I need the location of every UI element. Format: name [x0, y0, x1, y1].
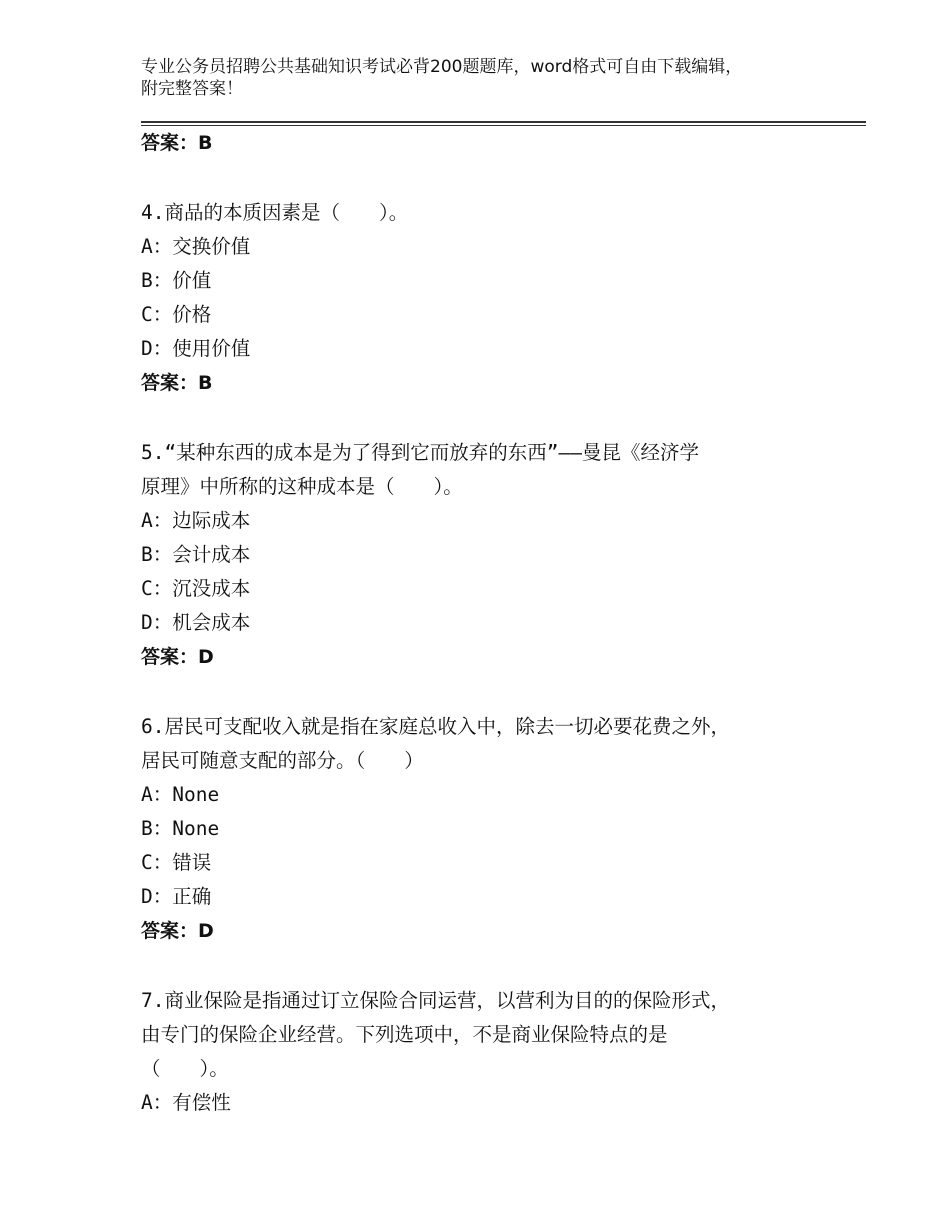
- question-line: 由专门的保险企业经营。下列选项中，不是商业保险特点的是: [141, 1023, 668, 1046]
- question-7: [141, 984, 861, 1120]
- option-d: D：机会成本: [141, 611, 251, 634]
- answer: 答案：D: [141, 646, 214, 668]
- question-line: 6.居民可支配收入就是指在家庭总收入中，除去一切必要花费之外，: [141, 715, 730, 738]
- answer: 答案：D: [141, 920, 214, 942]
- header-line-1: 专业公务员招聘公共基础知识考试必背200题题库，word格式可自由下载编辑，: [141, 57, 743, 77]
- question-line: 原理》中所称的这种成本是（ ）。: [141, 475, 463, 498]
- question-text: [141, 196, 861, 230]
- question-text: [141, 436, 861, 504]
- page-header: [141, 56, 841, 100]
- option-c: C：错误: [141, 851, 212, 874]
- option-c: C：沉没成本: [141, 577, 251, 600]
- question-5: [141, 436, 861, 670]
- option-b: B：价值: [141, 269, 212, 292]
- option-a: A：边际成本: [141, 509, 251, 532]
- question-list: [141, 130, 861, 1120]
- question-text: [141, 984, 861, 1086]
- answer: 答案：B: [141, 372, 213, 394]
- question-line: （ ）。: [141, 1057, 229, 1080]
- option-c: C：价格: [141, 303, 212, 326]
- question-line: 4.商品的本质因素是（ ）。: [141, 201, 409, 224]
- option-d: D：正确: [141, 885, 212, 908]
- option-a: A：None: [141, 783, 220, 806]
- question-line: 居民可随意支配的部分。（ ）: [141, 749, 424, 772]
- question-4: [141, 196, 861, 396]
- option-d: D：使用价值: [141, 337, 251, 360]
- option-a: A：有偿性: [141, 1091, 231, 1114]
- question-line: 7.商业保险是指通过订立保险合同运营，以营利为目的的保险形式，: [141, 989, 730, 1012]
- option-b: B：会计成本: [141, 543, 251, 566]
- question-text: [141, 710, 861, 778]
- header-line-2: 附完整答案！: [141, 79, 243, 99]
- header-divider-thin: [141, 125, 866, 126]
- header-divider: [141, 121, 866, 123]
- previous-answer: 答案：B: [141, 132, 213, 154]
- option-a: A：交换价值: [141, 235, 251, 258]
- question-6: [141, 710, 861, 944]
- option-b: B：None: [141, 817, 220, 840]
- question-line: 5.“某种东西的成本是为了得到它而放弃的东西”——曼昆《经济学: [141, 441, 699, 464]
